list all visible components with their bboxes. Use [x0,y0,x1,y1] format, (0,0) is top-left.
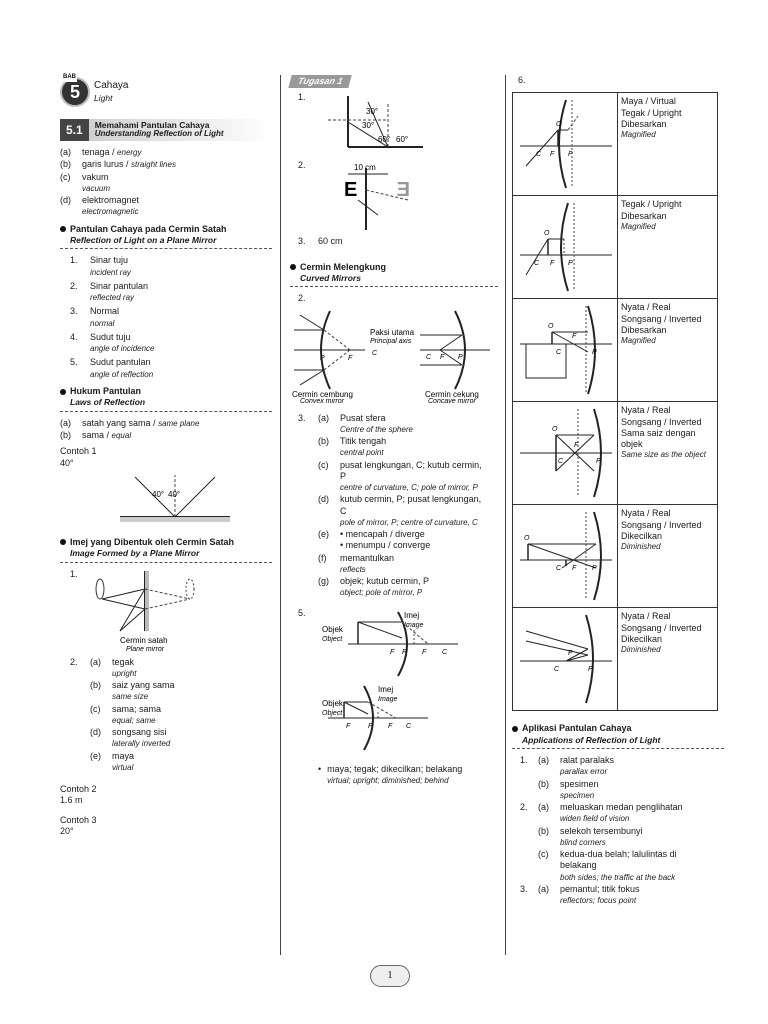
column-divider [505,75,506,955]
bullet-icon [60,389,66,395]
svg-text:Image: Image [404,621,424,629]
image-properties: 2. (a) tegak upright (b) saiz yang sama same size (c) sama; sama equal; same (d) songsang sisi laterally inverted (e) maya virtual [70,656,175,772]
list-item: 1. Sinar tuju incident ray [70,255,131,277]
svg-text:C: C [558,458,564,466]
svg-text:C: C [534,260,540,268]
ray-diagram-table [512,92,718,711]
angle-mirror-diagram [318,92,438,154]
svg-text:10 cm: 10 cm [354,163,376,173]
q5-block: 5. Objek Object Imej Image F P F C Objek Object Imej Image F P F C [290,608,498,756]
list-item: (c) sama; sama equal; same [90,703,162,725]
svg-text:O: O [552,426,558,434]
convex-image-diagram-2 [318,682,468,756]
svg-text:P: P [588,666,593,674]
example-label: Contoh 3 [60,814,97,825]
app-group-2: 2. (a) meluaskan medan penglihatan widen field of vision (b) selekoh tersembunyi blind corners (c) kedua-dua belah; lalulintas di belakang both sides; the traffic at the back [520,802,724,884]
svg-text:Plane mirror: Plane mirror [126,645,165,651]
tugasan-badge: Tugasan 1 [288,75,352,88]
ray-diagram-2 [516,199,614,295]
svg-text:O: O [524,535,530,543]
svg-text:60°: 60° [378,135,391,145]
chapter-badge [60,75,272,109]
list-item: (b) Titik tengah central point [318,436,387,458]
ray-diagram-cell [513,505,618,608]
svg-text:60°: 60° [396,135,409,145]
q5-summary: • maya; tegak; dikecilkan; belakang virtual; upright; diminished; behind [318,763,463,785]
svg-text:Convex mirror: Convex mirror [300,397,344,403]
svg-text:Imej: Imej [378,684,394,694]
mirrored-e-icon: E [396,179,410,202]
svg-text:F: F [440,353,445,361]
svg-text:P: P [592,565,597,573]
ray-diagram-cell [513,196,618,299]
chapter-title: Cahaya Light [94,80,129,103]
svg-text:Objek: Objek [322,698,343,708]
list-item: 3. Normal normal [70,306,120,328]
svg-text:O: O [548,323,554,331]
svg-text:F: F [550,151,555,159]
svg-text:F: F [574,442,579,450]
svg-text:O: O [544,230,550,238]
list-item: (a) satah yang sama / same plane [60,417,200,428]
svg-text:F: F [348,354,353,362]
list-item: (e) • mencapah / diverge • menumpu / converge [318,529,431,551]
letter-e-icon: E [344,179,358,202]
list-item: (a) pemantul; titik fokus reflectors; focus point [538,883,640,906]
list-item: 5. Sudut pantulan angle of reflection [70,357,154,379]
svg-text:Imej: Imej [404,610,420,620]
table-row [513,93,718,196]
svg-text:C: C [426,353,432,361]
table-row [513,299,718,402]
list-item: (c) kedua-dua belah; lalulintas di belakang both sides; the traffic at the back [538,849,677,882]
list-item: (e) maya virtual [90,750,135,772]
svg-text:C: C [372,349,378,357]
svg-text:F: F [388,722,393,730]
list-item: (a) ralat paralaks parallax error [538,755,615,777]
list-item: (d) elektromagnet electromagnetic [60,195,140,217]
bullet-icon [512,726,518,732]
heading-curved-mirrors: Cermin Melengkung Curved Mirrors [290,262,498,284]
svg-text:Cermin cembung: Cermin cembung [292,389,353,399]
svg-text:Objek: Objek [322,624,343,634]
bullet-icon: • [318,763,322,774]
properties-cell: Nyata / Real Songsang / Inverted Sama saiz dengan objek Same size as the object [618,402,718,505]
ray-diagram-3 [516,302,614,398]
list-item: (g) objek; kutub cermin, P object; pole of mirror, P [318,576,430,598]
example-label: Contoh 1 [60,446,97,457]
heading-laws: Hukum Pantulan Laws of Reflection [60,386,272,408]
list-item: (b) saiz yang sama same size [90,680,175,702]
svg-text:F: F [568,650,573,658]
svg-text:F: F [550,260,555,268]
ray-diagram-cell [513,93,618,196]
plane-mirror-image-diagram [90,569,240,651]
svg-text:F: F [572,333,577,341]
bullet-icon [60,226,66,232]
list-item: 2. Sinar pantulan reflected ray [70,280,149,303]
list-item: (b) garis lurus / straight lines [60,159,176,170]
divider [60,411,272,412]
convex-image-diagram-1 [318,608,468,682]
curved-mirrors-diagram [290,305,498,403]
table-row [513,402,718,505]
example-answer: 20° [60,825,74,836]
q3-block: 3. 60 cm [298,236,343,247]
example-answer: 40° [60,457,74,468]
table-row [513,196,718,299]
list-item: (b) spesimen specimen [538,778,599,800]
svg-text:P: P [568,151,573,159]
list-item: (b) selekoh tersembunyi blind corners [538,825,643,847]
svg-text:O: O [556,121,562,129]
svg-text:Concave mirror: Concave mirror [428,397,476,403]
svg-text:C: C [554,666,560,674]
column-2: Tugasan 1 1. 30° 30° 60° 60° 2. 10 cm E E 3. 60 cm Cermin Melengkung Curved Mirrors 2. P F Paksi utama Principal axis C C F P Cermin cembung Convex mirror Cermin cekung Concave mirror 3. (a) Pusat sfera Centre of the sphere (b) Titik tengah central point (c) pusat lengkungan, C; kutub cermin, P centre of curvature, C; pole of mirror, P (d) kutub cermin, P; pusat lengkungan, C pole of mirror, P; centre of curvature, C (e) • mencapah / diverge • menumpu / converge (f) memantulkan reflects (g) objek; kutub cermin, P object; pole of mirror, P 5. Objek Object Imej Image F P F C Objek Object Imej Image F P F C • maya; tegak; dikecilkan; belakang virtual; upright; diminished; behind [290,75,498,786]
section-title: Memahami Pantulan Cahaya Understanding Reflection of Light [89,119,272,141]
ray-diagram-5 [516,508,614,604]
divider [290,286,498,287]
list-item: (b) sama / equal [60,430,132,440]
list-item: (a) tenaga / energy [60,147,142,157]
svg-text:C: C [406,722,412,730]
bullet-icon [60,539,66,545]
app-group-3: 3. (a) pemantul; titik fokus reflectors; focus point [520,883,640,906]
svg-text:30°: 30° [362,121,375,131]
svg-text:F: F [572,565,577,573]
svg-text:C: C [536,151,542,159]
list-item: (a) meluaskan medan penglihatan widen field of vision [538,802,683,824]
svg-text:Cermin cekung: Cermin cekung [425,389,479,399]
svg-text:C: C [556,565,562,573]
ray-diagram-cell [513,299,618,402]
properties-cell: Tegak / Upright Dibesarkan Magnified [618,196,718,299]
list-item: (a) Pusat sfera Centre of the sphere [318,412,413,434]
list-item: (c) pusat lengkungan, C; kutub cermin, P centre of curvature, C; pole of mirror, P [318,459,482,493]
page-number: 1 [370,965,410,987]
heading-applications: Aplikasi Pantulan Cahaya Applications of Reflection of Light [512,723,724,745]
heading-plane-mirror: Pantulan Cahaya pada Cermin Satah Reflection of Light on a Plane Mirror [60,224,272,246]
divider [60,248,272,249]
bab-label: BAB [63,74,76,80]
ray-diagram-1 [516,96,614,192]
svg-text:P: P [368,722,373,730]
ray-diagram-cell [513,608,618,711]
example-answer: 1.6 m [60,795,83,806]
svg-text:P: P [592,349,597,357]
section-number: 5.1 [60,119,89,141]
ray-diagram-cell [513,402,618,505]
reflection-angle-diagram [60,469,272,531]
list-item: (c) vakum vacuum [60,171,111,193]
svg-text:Object: Object [322,635,343,643]
ray-diagram-4 [516,405,614,501]
example-label: Contoh 2 [60,784,97,795]
question-number: 6. [518,75,526,85]
svg-text:P: P [402,648,407,656]
svg-text:Principal axis: Principal axis [370,337,412,345]
list-item: (f) memantulkan reflects [318,552,395,574]
q2-block: 2. 10 cm E E [290,160,498,232]
list-item: (d) kutub cermin, P; pusat lengkungan, C pole of mirror, P; centre of curvature, C [318,494,482,527]
list-item: (d) songsang sisi laterally inverted [90,727,171,749]
ray-diagram-6 [516,611,614,707]
list-item: (a) tegak upright [90,656,137,678]
svg-text:C: C [556,349,562,357]
intro-list [60,147,272,218]
svg-text:Object: Object [322,709,343,717]
svg-text:30°: 30° [366,107,379,117]
mirror-letter-diagram [318,160,438,232]
svg-text:P: P [568,260,573,268]
column-divider [280,75,281,955]
svg-text:P: P [320,354,325,362]
svg-text:Paksi utama: Paksi utama [370,327,415,337]
chapter-number: BAB 5 [60,77,90,107]
plane-mirror-diagram-block: 1. Cermin satah Plane mirror [60,569,272,651]
q3-list: 3. (a) Pusat sfera Centre of the sphere (b) Titik tengah central point (c) pusat lengkungan, C; kutub cermin, P centre of curvature, C; pole of mirror, P (d) kutub cermin, P; pusat lengkungan, C pole of mirror, P; centre of curvature, C (e) • mencapah / diverge • menumpu / converge (f) memantulkan reflects (g) objek; kutub cermin, P object; pole of mirror, P [290,413,498,600]
angle-label: 40° [152,489,165,499]
section-header [60,119,272,141]
svg-text:Cermin satah: Cermin satah [120,635,168,645]
app-group-1: 1. (a) ralat paralaks parallax error (b) spesimen specimen [520,755,615,800]
heading-image-formed: Imej yang Dibentuk oleh Cermin Satah Image Formed by a Plane Mirror [60,537,272,559]
angle-label: 40° [168,489,181,499]
properties-cell: Maya / Virtual Tegak / Upright Dibesarkan Magnified [618,93,718,196]
list-item: 4. Sudut tuju angle of incidence [70,331,155,354]
column-1 [60,75,272,837]
properties-cell: Nyata / Real Songsang / Inverted Dikecilkan Diminished [618,505,718,608]
properties-cell: Nyata / Real Songsang / Inverted Dikecilkan Diminished [618,608,718,711]
bullet-icon [290,264,296,270]
divider [512,748,724,749]
svg-text:P: P [458,353,463,361]
svg-text:F: F [346,722,351,730]
svg-text:F: F [422,648,427,656]
q1-block: 1. 30° 30° 60° 60° [290,92,498,154]
svg-text:C: C [442,648,448,656]
svg-text:Image: Image [378,695,398,703]
column-3 [512,75,724,907]
table-row [513,505,718,608]
divider [60,562,272,563]
svg-text:P: P [596,458,601,466]
table-row [513,608,718,711]
svg-text:F: F [390,648,395,656]
properties-cell: Nyata / Real Songsang / Inverted Dibesarkan Magnified [618,299,718,402]
